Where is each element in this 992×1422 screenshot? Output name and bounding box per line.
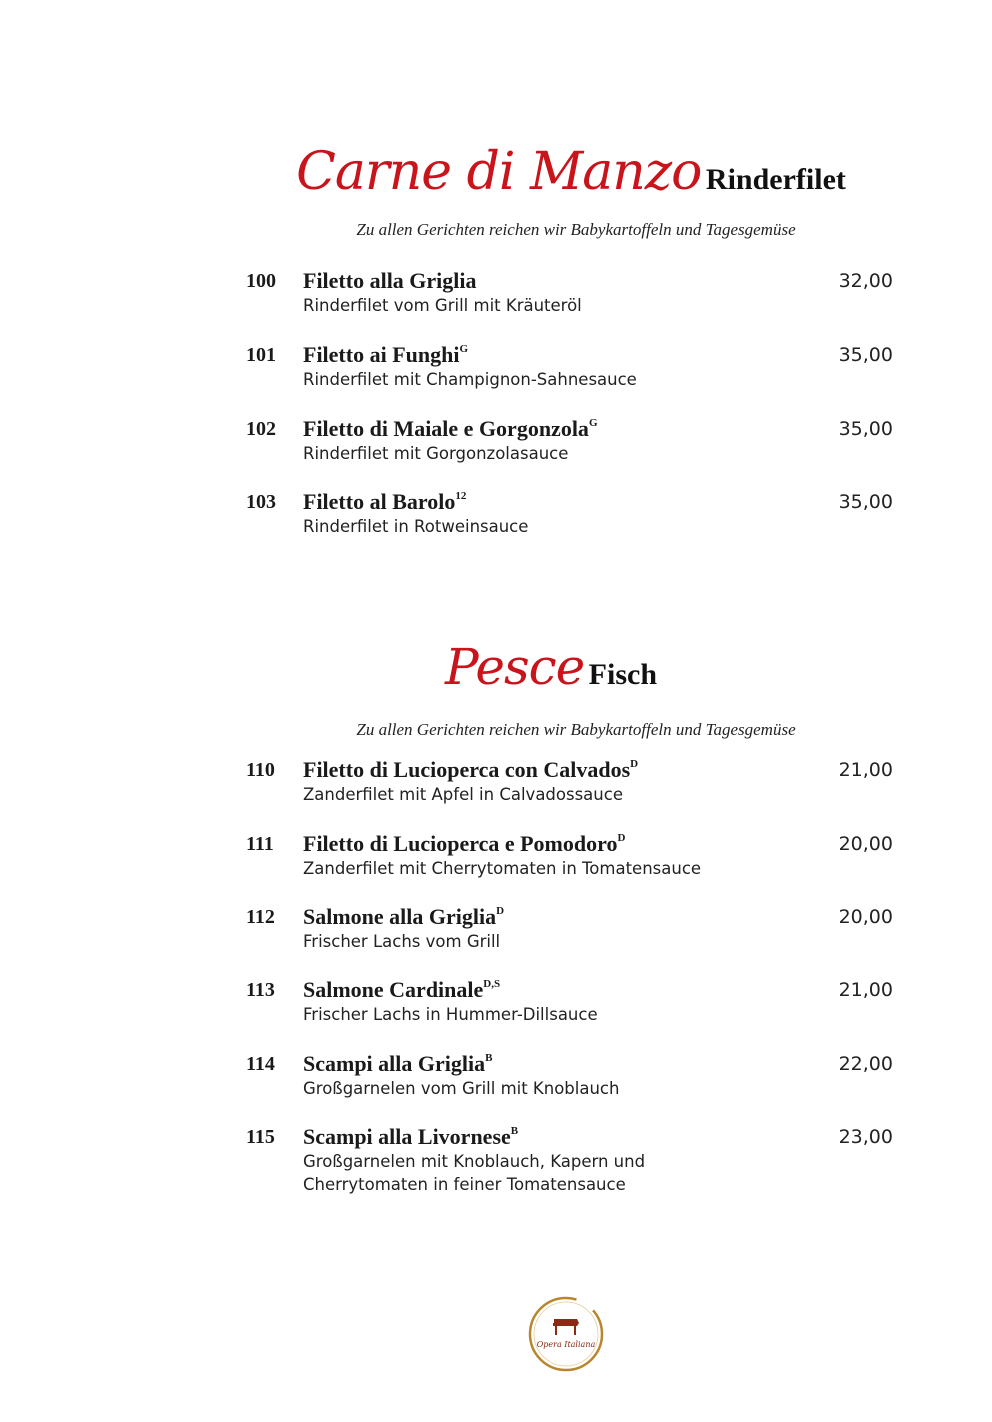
item-name: Filetto di Lucioperca con Calvados$^D$ bbox=[303, 757, 639, 782]
item-description: Großgarnelen vom Grill mit Knoblauch bbox=[303, 1079, 620, 1098]
item-name: Scampi alla Livornese$^B$ bbox=[303, 1124, 519, 1149]
item-number: 114 bbox=[246, 1053, 275, 1075]
item-number: 112 bbox=[246, 906, 275, 928]
section-title-bold: Fisch bbox=[588, 658, 658, 691]
item-price: 35,00 bbox=[838, 491, 893, 513]
item-price: 22,00 bbox=[838, 1053, 893, 1075]
section-title-carne bbox=[0, 142, 992, 202]
item-name: Filetto di Lucioperca e Pomodoro$^D$ bbox=[303, 831, 626, 856]
item-description: Zanderfilet mit Apfel in Calvadossauce bbox=[303, 785, 623, 804]
item-name: Filetto ai Funghi$^G$ bbox=[303, 342, 469, 367]
item-price: 35,00 bbox=[838, 344, 893, 366]
item-price: 20,00 bbox=[838, 906, 893, 928]
item-description: Rinderfilet mit Champignon-Sahnesauce bbox=[303, 370, 637, 389]
allergen-code: G bbox=[459, 342, 469, 355]
item-description: Frischer Lachs in Hummer-Dillsauce bbox=[303, 1005, 598, 1024]
item-price: 21,00 bbox=[838, 759, 893, 781]
allergen-code: D,S bbox=[483, 977, 501, 990]
item-name: Filetto di Maiale e Gorgonzola$^G$ bbox=[303, 416, 598, 441]
item-number: 110 bbox=[246, 759, 275, 781]
item-name: Filetto al Barolo$^{12}$ bbox=[303, 489, 467, 514]
item-description: Frischer Lachs vom Grill bbox=[303, 932, 501, 951]
section-title-script: Carne di Manzo bbox=[296, 142, 702, 202]
item-description: Rinderfilet in Rotweinsauce bbox=[303, 517, 529, 536]
allergen-code: B bbox=[510, 1124, 519, 1137]
item-number: 111 bbox=[246, 833, 274, 855]
logo-emblem bbox=[527, 1295, 605, 1373]
item-description: Rinderfilet vom Grill mit Kräuteröl bbox=[303, 296, 582, 315]
allergen-code: D bbox=[496, 904, 505, 917]
item-name: Filetto alla Griglia bbox=[303, 268, 477, 293]
section-title-bold: Rinderfilet bbox=[705, 163, 846, 196]
item-number: 115 bbox=[246, 1126, 275, 1148]
item-description: Zanderfilet mit Cherrytomaten in Tomatensauce bbox=[303, 859, 702, 878]
section-note: Zu allen Gerichten reichen wir Babykartoffeln und Tagesgemüse bbox=[356, 720, 796, 739]
item-description: Rinderfilet mit Gorgonzolasauce bbox=[303, 444, 569, 463]
logo-text: Opera Italiana bbox=[536, 1340, 596, 1349]
allergen-code: 12 bbox=[455, 489, 467, 502]
allergen-code: G bbox=[588, 416, 598, 429]
allergen-code: D bbox=[617, 831, 626, 844]
item-description: Großgarnelen mit Knoblauch, Kapern und Cherrytomaten in feiner Tomatensauce bbox=[303, 1152, 646, 1194]
item-number: 113 bbox=[246, 979, 275, 1001]
item-price: 32,00 bbox=[838, 270, 893, 292]
item-name: Scampi alla Griglia$^B$ bbox=[303, 1051, 493, 1076]
item-name: Salmone Cardinale$^{D,S}$ bbox=[303, 977, 501, 1002]
section-note: Zu allen Gerichten reichen wir Babykartoffeln und Tagesgemüse bbox=[356, 220, 796, 239]
item-price: 21,00 bbox=[838, 979, 893, 1001]
item-price: 20,00 bbox=[838, 833, 893, 855]
piano-icon bbox=[553, 1319, 579, 1335]
item-number: 101 bbox=[246, 344, 276, 366]
item-number: 100 bbox=[246, 270, 276, 292]
item-number: 103 bbox=[246, 491, 276, 513]
allergen-code: D bbox=[630, 757, 639, 770]
item-number: 102 bbox=[246, 418, 276, 440]
section-title-script: Pesce bbox=[444, 638, 585, 696]
section-title-pesce bbox=[0, 638, 992, 696]
item-price: 35,00 bbox=[838, 418, 893, 440]
restaurant-logo bbox=[527, 1295, 605, 1373]
item-price: 23,00 bbox=[838, 1126, 893, 1148]
item-name: Salmone alla Griglia$^D$ bbox=[303, 904, 505, 929]
allergen-code: B bbox=[485, 1051, 493, 1064]
